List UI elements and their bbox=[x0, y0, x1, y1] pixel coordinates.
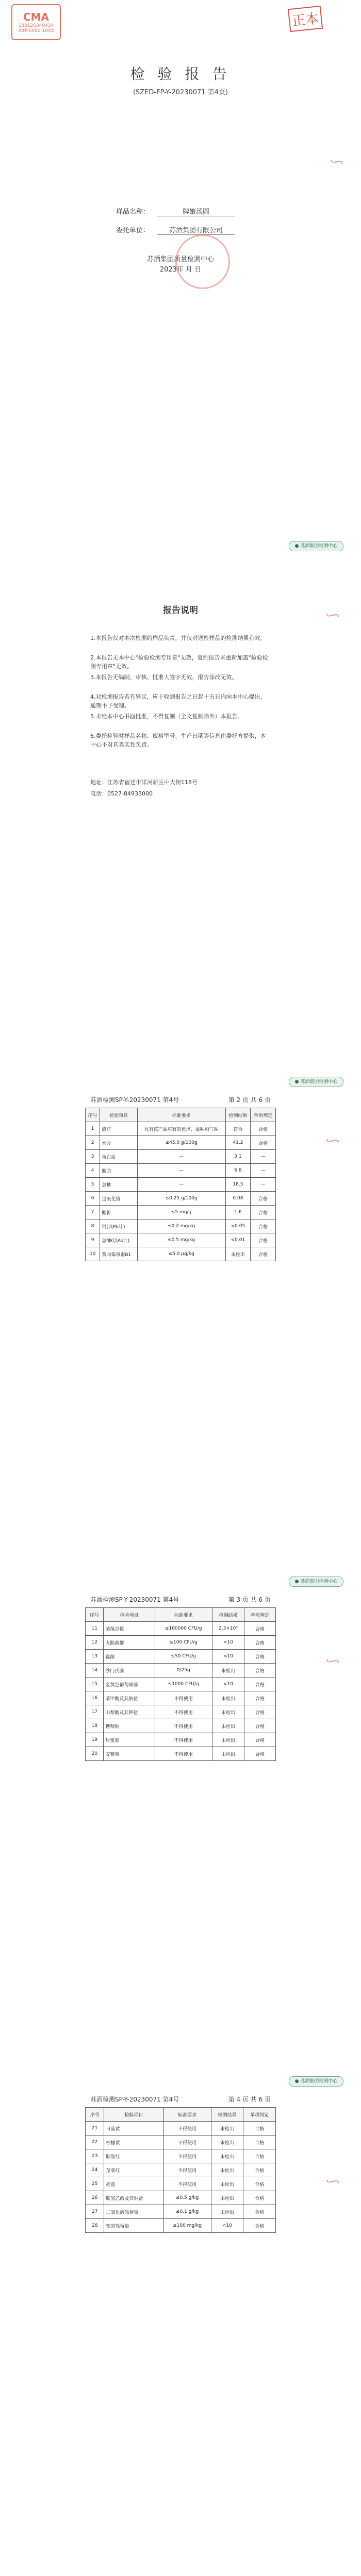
table-cell: 总砷(以As计) bbox=[100, 1233, 137, 1247]
column-header: 标准要求 bbox=[163, 2108, 211, 2122]
cma-seal-text: CMA bbox=[23, 11, 50, 23]
table-cell: 感官 bbox=[100, 1122, 137, 1136]
table-cell: 合格 bbox=[251, 1206, 276, 1219]
column-header: 检验项目 bbox=[104, 2108, 163, 2122]
address bbox=[90, 778, 198, 786]
table-cell: 27 bbox=[86, 2205, 104, 2219]
original-copy-stamp: 正本 bbox=[288, 6, 323, 32]
table-cell: 不得使用 bbox=[163, 2163, 211, 2177]
table-cell: 16 bbox=[86, 1691, 104, 1705]
table-cell: — bbox=[137, 1150, 225, 1164]
table-cell: 合格 bbox=[251, 1136, 276, 1150]
table-row bbox=[86, 2136, 276, 2149]
table-cell: 8 bbox=[86, 1219, 100, 1233]
column-header: 序号 bbox=[86, 1608, 104, 1622]
table-cell: 2 bbox=[86, 1136, 100, 1150]
table-cell: 10 bbox=[86, 1247, 100, 1261]
table-cell: 未检出 bbox=[212, 1747, 244, 1761]
notes-page bbox=[0, 536, 361, 1072]
result-page bbox=[0, 1571, 361, 2066]
address-label: 地址： bbox=[90, 779, 107, 786]
table-cell: 15 bbox=[86, 1677, 104, 1691]
side-signature-mark: ∫ bbox=[325, 1136, 341, 1146]
cma-seal-code: 180120340434 bbox=[18, 23, 54, 28]
report-reference: 苏酒检测SP-Y-20230071 第4号 bbox=[90, 2096, 179, 2103]
table-row bbox=[86, 1164, 276, 1178]
table-cell: 不得使用 bbox=[155, 1747, 212, 1761]
note-item: 6.委托检验时样品名称、规格型号、生产日期等信息由委托方提供，本中心不对其真实性负责。 bbox=[90, 733, 266, 748]
table-cell: 41.2 bbox=[225, 1136, 251, 1150]
table-cell: <10 bbox=[212, 1677, 244, 1691]
table-cell: 具有该产品应有的色泽、滋味和气味 bbox=[137, 1122, 225, 1136]
side-signature-mark: ∫ bbox=[325, 1656, 341, 1666]
note-item: 2.本报告无本中心"检验检测专用章"无效，复制报告未重新加盖"检验检测专用章"无效。 bbox=[90, 654, 268, 670]
column-header: 序号 bbox=[86, 2108, 104, 2122]
note-item: 4.对检测报告若有异议，应于收到报告之日起十五日内向本中心提出，逾期不予受理。 bbox=[90, 693, 266, 709]
table-cell: 不得使用 bbox=[163, 2177, 211, 2191]
table-cell: 未检出 bbox=[211, 2149, 243, 2163]
client-value: 苏酒集团有限公司 bbox=[157, 225, 235, 235]
side-signature-mark: ∫ bbox=[330, 157, 346, 166]
table-cell: ≤0.25 g/100g bbox=[137, 1192, 225, 1206]
table-row bbox=[86, 1650, 276, 1664]
column-header: 检测结果 bbox=[212, 1608, 244, 1622]
table-cell: 6 bbox=[86, 1192, 100, 1206]
table-cell: 不得使用 bbox=[155, 1705, 212, 1719]
column-header: 单项判定 bbox=[251, 1108, 276, 1122]
table-cell: 苋菜红 bbox=[104, 2163, 163, 2177]
table-cell: 合格 bbox=[251, 1219, 276, 1233]
table-row bbox=[86, 1150, 276, 1164]
table-cell: 未检出 bbox=[212, 1664, 244, 1677]
column-header: 检验项目 bbox=[104, 1608, 155, 1622]
table-cell: — bbox=[251, 1150, 276, 1164]
result-table bbox=[85, 1607, 276, 1761]
table-cell: 合格 bbox=[244, 1677, 276, 1691]
table-cell: 酸价 bbox=[100, 1206, 137, 1219]
table-cell: 合格 bbox=[243, 2136, 276, 2149]
table-row bbox=[86, 1219, 276, 1233]
table-cell: 未检出 bbox=[212, 1733, 244, 1747]
table-row bbox=[86, 1622, 276, 1636]
table-cell: ≤5.0 μg/kg bbox=[137, 1247, 225, 1261]
column-header: 单项判定 bbox=[244, 1608, 276, 1622]
table-cell: 合格 bbox=[244, 1747, 276, 1761]
column-header: 单项判定 bbox=[243, 2108, 276, 2122]
table-cell: 合格 bbox=[244, 1691, 276, 1705]
table-row bbox=[86, 1747, 276, 1761]
issuer-name: 苏酒集团质量检测中心 bbox=[146, 256, 214, 263]
table-row bbox=[86, 1733, 276, 1747]
issue-date: 2023年 月 日 bbox=[159, 266, 202, 274]
sample-name-value: 牌娘汤圆 bbox=[157, 206, 235, 216]
phone bbox=[90, 789, 153, 798]
table-row bbox=[86, 1233, 276, 1247]
address-value: 江苏省宿迁市洋河新区中大街118号 bbox=[107, 779, 198, 786]
table-row bbox=[86, 2122, 276, 2136]
table-cell: 18 bbox=[86, 1719, 104, 1733]
table-cell: 4 bbox=[86, 1164, 100, 1178]
column-header: 序号 bbox=[86, 1108, 100, 1122]
table-cell: 28 bbox=[86, 2219, 104, 2233]
note-item: 1.本报告仅对本次检测的样品负责，并仅对送检样品的检测结果有效。 bbox=[90, 635, 266, 641]
table-cell: 合格 bbox=[243, 2205, 276, 2219]
table-cell: ≤0.5 g/kg bbox=[163, 2191, 211, 2205]
table-cell: 19 bbox=[86, 1733, 104, 1747]
table-row bbox=[86, 1206, 276, 1219]
table-cell: 铅(以Pb计) bbox=[100, 1219, 137, 1233]
table-cell: 不得使用 bbox=[155, 1691, 212, 1705]
note-item: 5.未经本中心书面批准，不得复制（全文复制除外）本报告。 bbox=[90, 713, 243, 720]
table-cell: 合格 bbox=[251, 1233, 276, 1247]
result-page bbox=[0, 2071, 361, 2566]
column-header: 标准要求 bbox=[155, 1608, 212, 1622]
table-cell: 水分 bbox=[100, 1136, 137, 1150]
brand-logo: ● 苏酒集团检测中心 bbox=[289, 2076, 343, 2087]
table-row bbox=[86, 1664, 276, 1677]
table-cell: 0.08 bbox=[225, 1192, 251, 1206]
side-signature-mark: ∫ bbox=[325, 2176, 341, 2187]
table-cell: 合格 bbox=[251, 1192, 276, 1206]
cma-seal-phone: 400-0000-1001 bbox=[18, 28, 54, 33]
table-row bbox=[86, 2219, 276, 2233]
table-cell: 合格 bbox=[244, 1664, 276, 1677]
table-cell: 未检出 bbox=[211, 2205, 243, 2219]
table-cell: 沙门氏菌 bbox=[104, 1664, 155, 1677]
table-cell: 13 bbox=[86, 1650, 104, 1664]
report-reference: 苏酒检测SP-Y-20230071 第4号 bbox=[90, 1096, 179, 1104]
table-row bbox=[86, 2177, 276, 2191]
notes-title: 报告说明 bbox=[163, 605, 198, 616]
table-cell: <0.05 bbox=[225, 1219, 251, 1233]
table-cell: 合格 bbox=[244, 1733, 276, 1747]
table-cell: 未检出 bbox=[212, 1705, 244, 1719]
table-cell: 铝的残留量 bbox=[104, 2219, 163, 2233]
table-cell: 合格 bbox=[243, 2163, 276, 2177]
report-number: (SZED-FP-Y-20230071 第4页) bbox=[133, 89, 228, 96]
table-cell: 亮蓝 bbox=[104, 2177, 163, 2191]
table-cell: 未检出 bbox=[225, 1247, 251, 1261]
table-cell: 未检出 bbox=[212, 1719, 244, 1733]
table-cell: ≤50 CFU/g bbox=[155, 1650, 212, 1664]
table-cell: 菌落总数 bbox=[104, 1622, 155, 1636]
table-row bbox=[86, 1719, 276, 1733]
table-cell: 7 bbox=[86, 1206, 100, 1219]
column-header: 检测结果 bbox=[211, 2108, 243, 2122]
sample-name-label: 样品名称： bbox=[116, 208, 150, 216]
note-item: 3.本报告无编制、审核、批准人签字无效，报告涂改无效。 bbox=[90, 674, 238, 681]
table-row bbox=[86, 2205, 276, 2219]
table-cell: — bbox=[251, 1178, 276, 1192]
table-cell: <10 bbox=[212, 1636, 244, 1650]
table-cell: 甜蜜素 bbox=[104, 1733, 155, 1747]
table-row bbox=[86, 1636, 276, 1650]
table-cell: 总糖 bbox=[100, 1178, 137, 1192]
table-cell: ≤1000 CFU/g bbox=[155, 1677, 212, 1691]
table-cell: 未检出 bbox=[211, 2191, 243, 2205]
table-cell: 脱氢乙酸及其钠盐 bbox=[104, 2191, 163, 2205]
brand-logo: ● 苏酒集团检测中心 bbox=[289, 1577, 343, 1587]
brand-logo: ● 苏酒集团检测中心 bbox=[289, 1077, 343, 1087]
result-page bbox=[0, 2571, 361, 2576]
page-number: 第 4 页 共 6 页 bbox=[228, 2096, 271, 2103]
table-cell: 17 bbox=[86, 1705, 104, 1719]
table-cell: 二氧化硫残留量 bbox=[104, 2205, 163, 2219]
page-number: 第 3 页 共 6 页 bbox=[228, 1596, 271, 1603]
table-cell: 不得使用 bbox=[163, 2149, 211, 2163]
table-cell: — bbox=[137, 1164, 225, 1178]
table-cell: ≤0.2 mg/kg bbox=[137, 1219, 225, 1233]
table-cell: 1 bbox=[86, 1122, 100, 1136]
table-cell: ≤100 mg/kg bbox=[163, 2219, 211, 2233]
table-cell: 合格 bbox=[243, 2122, 276, 2136]
report-reference: 苏酒检测SP-Y-20230071 第4号 bbox=[90, 1596, 179, 1603]
table-cell: 胭脂红 bbox=[104, 2149, 163, 2163]
table-cell: 金黄色葡萄球菌 bbox=[104, 1677, 155, 1691]
table-cell: 6.8 bbox=[225, 1164, 251, 1178]
result-table bbox=[85, 2107, 276, 2233]
table-cell: 不得使用 bbox=[163, 2136, 211, 2149]
table-cell: 26 bbox=[86, 2191, 104, 2205]
report-title: 检 验 报 告 bbox=[130, 65, 231, 82]
table-cell: ≤5 mg/g bbox=[137, 1206, 225, 1219]
table-cell: 2.3×10³ bbox=[212, 1622, 244, 1636]
table-cell: 不得使用 bbox=[155, 1719, 212, 1733]
table-cell: 合格 bbox=[243, 2219, 276, 2233]
table-cell: 21 bbox=[86, 2122, 104, 2136]
table-row bbox=[86, 2149, 276, 2163]
table-row bbox=[86, 1677, 276, 1691]
table-row bbox=[86, 1178, 276, 1192]
table-cell: 18.5 bbox=[225, 1178, 251, 1192]
table-cell: 5 bbox=[86, 1178, 100, 1192]
table-cell: 25 bbox=[86, 2177, 104, 2191]
result-table bbox=[85, 1108, 276, 1261]
table-row bbox=[86, 1691, 276, 1705]
table-cell: ≤100000 CFU/g bbox=[155, 1622, 212, 1636]
table-cell: 合格 bbox=[243, 2149, 276, 2163]
table-cell: 1.6 bbox=[225, 1206, 251, 1219]
table-cell: 蛋白质 bbox=[100, 1150, 137, 1164]
table-cell: 23 bbox=[86, 2149, 104, 2163]
table-cell: 20 bbox=[86, 1747, 104, 1761]
cma-seal bbox=[11, 4, 61, 40]
table-cell: 0/25g bbox=[155, 1664, 212, 1677]
table-cell: 未检出 bbox=[211, 2177, 243, 2191]
table-cell: 不得使用 bbox=[155, 1733, 212, 1747]
table-cell: 未检出 bbox=[212, 1691, 244, 1705]
table-cell: 3 bbox=[86, 1150, 100, 1164]
table-cell: 山梨酸及其钾盐 bbox=[104, 1705, 155, 1719]
table-cell: 合格 bbox=[243, 2177, 276, 2191]
table-cell: 不得使用 bbox=[163, 2122, 211, 2136]
cover-page bbox=[0, 0, 361, 536]
table-cell: 未检出 bbox=[211, 2122, 243, 2136]
table-cell: 未检出 bbox=[211, 2163, 243, 2177]
table-cell: 脂肪 bbox=[100, 1164, 137, 1178]
table-row bbox=[86, 1122, 276, 1136]
table-cell: — bbox=[251, 1164, 276, 1178]
table-cell: 安赛蜜 bbox=[104, 1747, 155, 1761]
table-cell: 3.1 bbox=[225, 1150, 251, 1164]
table-cell: 日落黄 bbox=[104, 2122, 163, 2136]
table-cell: 霉菌 bbox=[104, 1650, 155, 1664]
table-cell: 11 bbox=[86, 1622, 104, 1636]
table-cell: 黄曲霉毒素B1 bbox=[100, 1247, 137, 1261]
table-row bbox=[86, 2163, 276, 2177]
issuer-seal bbox=[175, 234, 230, 289]
table-row bbox=[86, 1192, 276, 1206]
table-row bbox=[86, 1247, 276, 1261]
table-cell: ≤0.1 g/kg bbox=[163, 2205, 211, 2219]
table-cell: <10 bbox=[211, 2219, 243, 2233]
table-cell: 合格 bbox=[244, 1705, 276, 1719]
page-number: 第 2 页 共 6 页 bbox=[228, 1096, 271, 1104]
table-cell: 符合 bbox=[225, 1122, 251, 1136]
table-cell: 合格 bbox=[251, 1122, 276, 1136]
column-header: 标准要求 bbox=[137, 1108, 225, 1122]
table-row bbox=[86, 2191, 276, 2205]
side-signature-mark: ∫ bbox=[325, 610, 341, 620]
brand-logo: ● 苏酒集团检测中心 bbox=[289, 541, 343, 551]
table-cell: — bbox=[137, 1178, 225, 1192]
table-cell: 过氧化值 bbox=[100, 1192, 137, 1206]
table-cell: 9 bbox=[86, 1233, 100, 1247]
table-cell: 未检出 bbox=[211, 2136, 243, 2149]
column-header: 检测结果 bbox=[225, 1108, 251, 1122]
table-cell: 14 bbox=[86, 1664, 104, 1677]
table-cell: 合格 bbox=[244, 1719, 276, 1733]
table-cell: 合格 bbox=[244, 1650, 276, 1664]
phone-value: 0527-84933000 bbox=[107, 790, 153, 797]
table-cell: 合格 bbox=[251, 1247, 276, 1261]
table-cell: 柠檬黄 bbox=[104, 2136, 163, 2149]
result-page bbox=[0, 1072, 361, 1566]
table-row bbox=[86, 1136, 276, 1150]
table-cell: 合格 bbox=[243, 2191, 276, 2205]
table-cell: 24 bbox=[86, 2163, 104, 2177]
table-cell: 22 bbox=[86, 2136, 104, 2149]
table-cell: 苯甲酸及其钠盐 bbox=[104, 1691, 155, 1705]
table-row bbox=[86, 1705, 276, 1719]
table-cell: ≤45.0 g/100g bbox=[137, 1136, 225, 1150]
table-cell: 糖精钠 bbox=[104, 1719, 155, 1733]
table-cell: 合格 bbox=[244, 1636, 276, 1650]
phone-label: 电话： bbox=[90, 790, 107, 797]
client-label: 委托单位： bbox=[116, 227, 150, 234]
table-cell: ≤0.5 mg/kg bbox=[137, 1233, 225, 1247]
table-cell: <0.01 bbox=[225, 1233, 251, 1247]
table-cell: <10 bbox=[212, 1650, 244, 1664]
table-cell: ≤100 CFU/g bbox=[155, 1636, 212, 1650]
table-cell: 12 bbox=[86, 1636, 104, 1650]
column-header: 检验项目 bbox=[100, 1108, 137, 1122]
table-cell: 合格 bbox=[244, 1622, 276, 1636]
table-cell: 大肠菌群 bbox=[104, 1636, 155, 1650]
